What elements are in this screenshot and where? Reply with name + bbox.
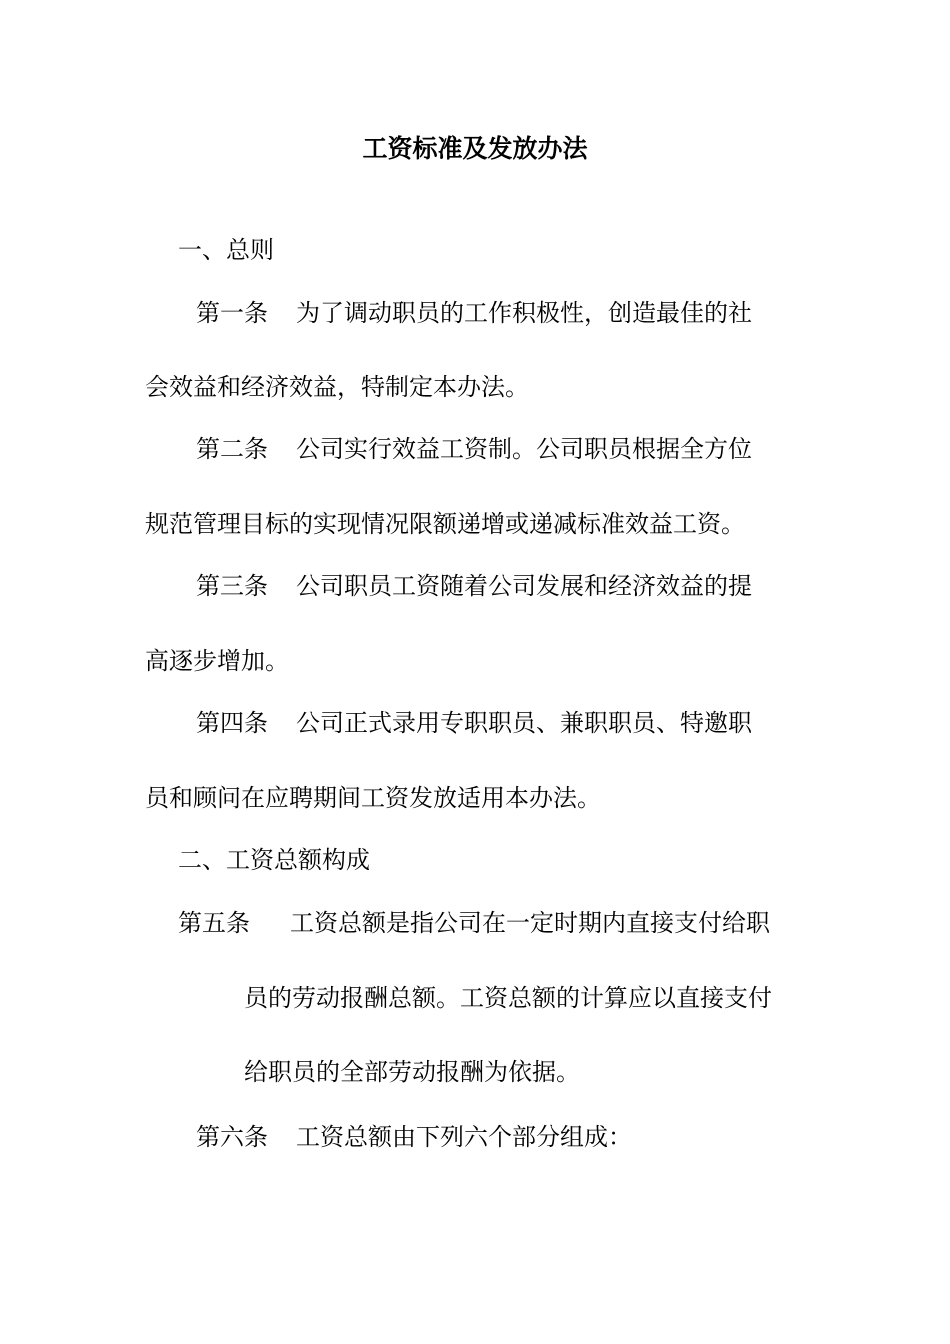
- article-5-third-line: 给职员的全部劳动报酬为依据。: [244, 1058, 580, 1086]
- article-2-second-line: 规范管理目标的实现情况限额递增或递减标准效益工资。: [145, 510, 745, 538]
- article-6-first-line: [196, 1120, 632, 1154]
- article-3-text-1: 公司职员工资随着公司发展和经济效益的提: [296, 572, 752, 600]
- section-heading-general: 一、总则: [178, 236, 274, 264]
- article-1-text-1: 为了调动职员的工作积极性，创造最佳的社: [296, 299, 752, 327]
- article-2-label: 第二条: [196, 435, 268, 463]
- article-1-second-line: 会效益和经济效益，特制定本办法。: [145, 373, 529, 401]
- article-3-second-line: 高逐步增加。: [145, 647, 289, 675]
- article-2-first-line: [196, 432, 752, 466]
- article-5-first-line: [178, 906, 770, 940]
- article-5-label: 第五条: [178, 909, 250, 937]
- article-6-label: 第六条: [196, 1123, 268, 1151]
- article-1-label: 第一条: [196, 299, 268, 327]
- article-4-second-line: 员和顾问在应聘期间工资发放适用本办法。: [145, 784, 601, 812]
- article-3-label: 第三条: [196, 572, 268, 600]
- document-title: 工资标准及发放办法: [362, 134, 588, 163]
- article-5-text-1: 工资总额是指公司在一定时期内直接支付给职: [290, 909, 770, 937]
- article-4-label: 第四条: [196, 709, 268, 737]
- article-5-second-line: 员的劳动报酬总额。工资总额的计算应以直接支付: [244, 984, 772, 1012]
- section-heading-wage-composition: 二、工资总额构成: [178, 846, 370, 874]
- article-6-text-1: 工资总额由下列六个部分组成：: [296, 1123, 632, 1151]
- article-4-first-line: [196, 706, 752, 740]
- article-2-text-1: 公司实行效益工资制。公司职员根据全方位: [296, 435, 752, 463]
- article-4-text-1: 公司正式录用专职职员、兼职职员、特邀职: [296, 709, 752, 737]
- article-1-first-line: [196, 296, 752, 330]
- article-3-first-line: [196, 569, 752, 603]
